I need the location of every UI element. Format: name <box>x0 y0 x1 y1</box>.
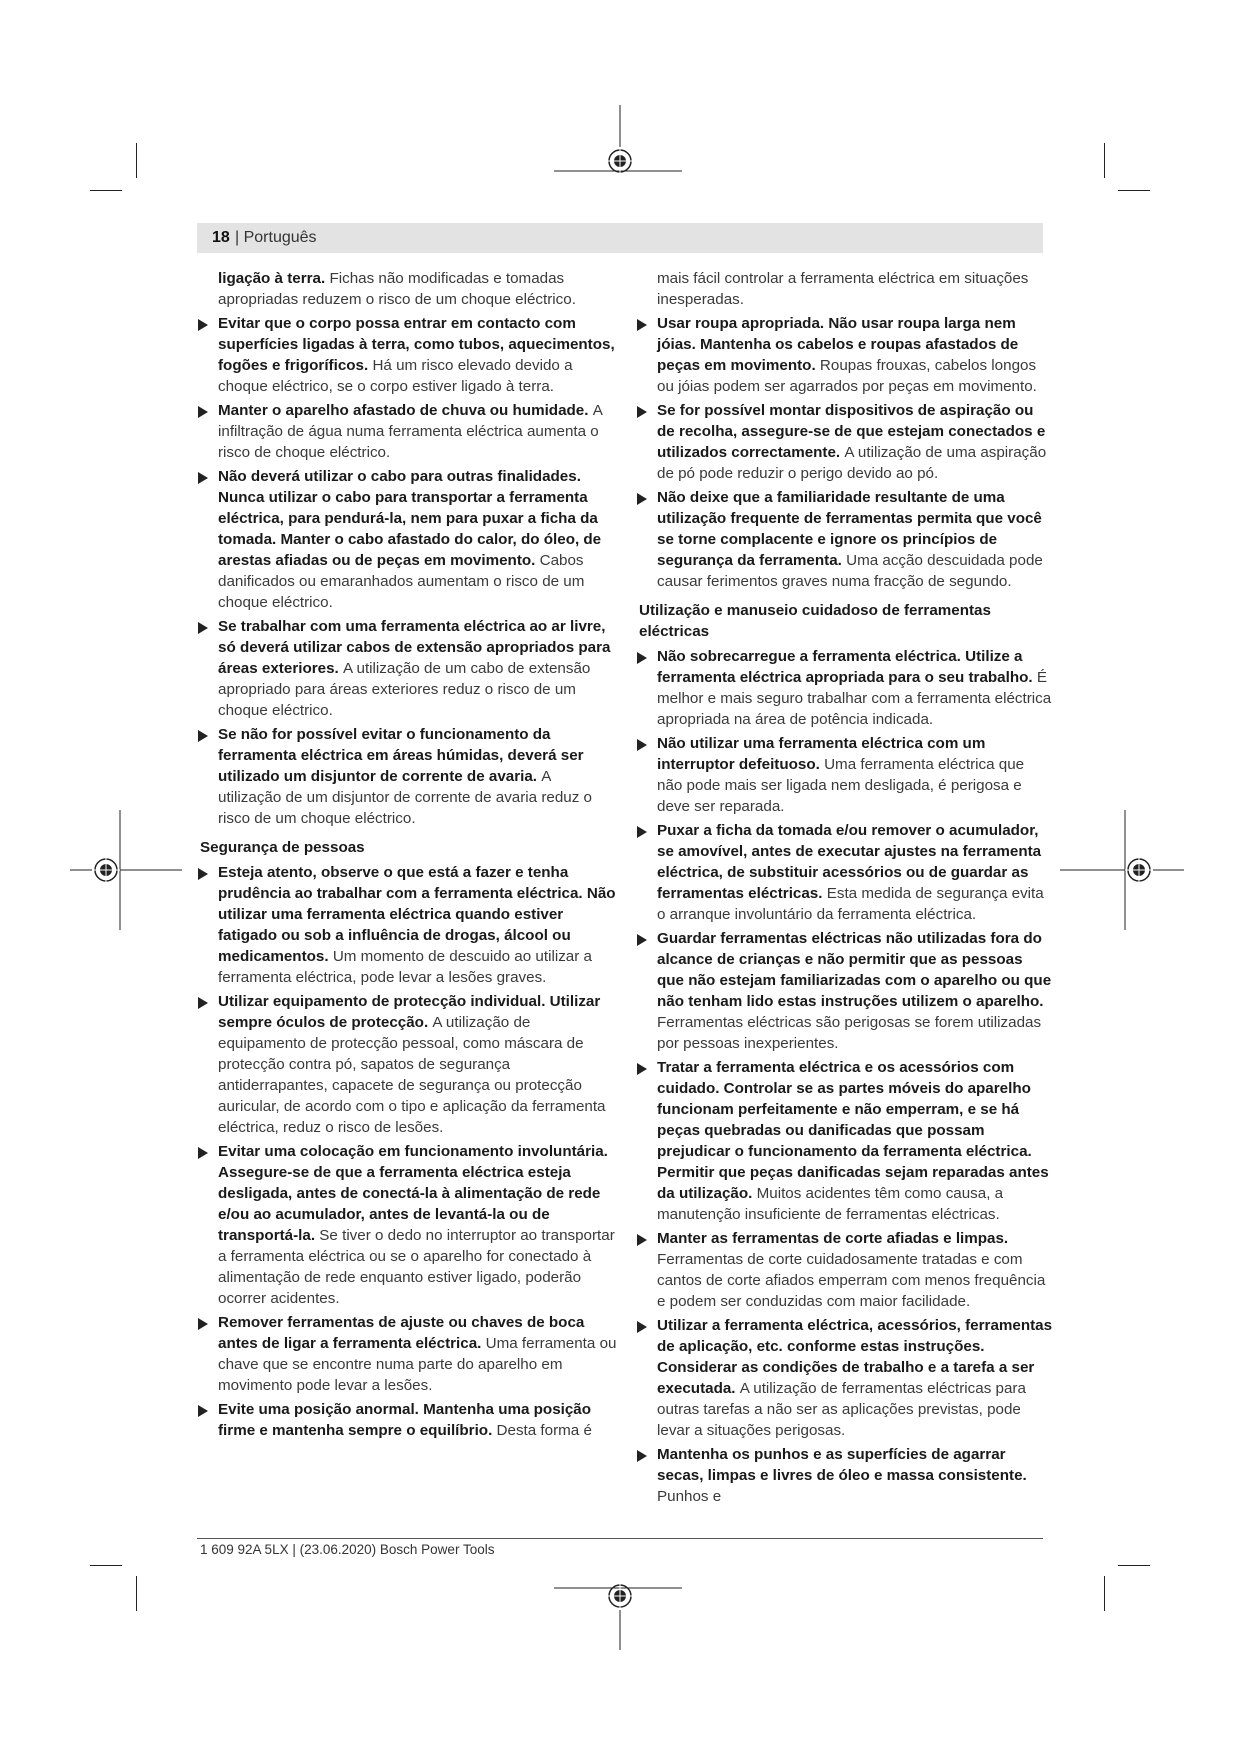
bold-instruction: Puxar a ficha da tomada e/ou remover o acumulador, se amovível, antes de executar ajustes na ferramenta eléctrica, de substituir acessórios ou de guardar as ferramentas eléctricas. <box>657 822 1042 902</box>
crop-mark <box>136 1576 137 1611</box>
bullet-triangle-icon <box>637 406 647 418</box>
explanation-text: A utilização de uma aspiração de pó pode reduzir o perigo devido ao pó. <box>657 444 1047 482</box>
bullet-triangle-icon <box>637 934 647 946</box>
section-heading: Segurança de pessoas <box>200 839 365 856</box>
explanation-text: Uma acção descuidada pode causar ferimentos graves numa fracção de segundo. <box>657 552 1043 590</box>
bullet-item <box>200 991 618 1138</box>
bullet-item <box>639 1057 1053 1225</box>
explanation-text: Desta forma é <box>496 1422 592 1439</box>
right-column <box>639 268 1053 1510</box>
bullet-item <box>639 820 1053 925</box>
bullet-triangle-icon <box>198 730 208 742</box>
bold-instruction: Esteja atento, observe o que está a fazer e tenha prudência ao trabalhar com a ferramenta eléctrica. Não utilizar uma ferramenta eléctrica quando estiver fatigado ou sob a influência de drogas, álcool ou medicamentos. <box>218 864 616 965</box>
bold-instruction: Manter o aparelho afastado de chuva ou humidade. <box>218 402 589 419</box>
bold-instruction: Utilizar equipamento de protecção individual. Utilizar sempre óculos de protecção. <box>218 993 601 1031</box>
bullet-triangle-icon <box>637 826 647 838</box>
explanation-text: Uma ferramenta ou chave que se encontre numa parte do aparelho em movimento pode levar a lesões. <box>218 1335 617 1394</box>
section-heading: Utilização e manuseio cuidadoso de ferramentas eléctricas <box>639 602 991 640</box>
bold-instruction: Se trabalhar com uma ferramenta eléctrica ao ar livre, só deverá utilizar cabos de extensão apropriados para áreas exteriores. <box>218 618 611 677</box>
crop-mark <box>90 1565 122 1566</box>
explanation-text: A utilização de um cabo de extensão apropriado para áreas exteriores reduz o risco de um choque eléctrico. <box>218 660 591 719</box>
explanation-text: Há um risco elevado devido a choque eléctrico, se o corpo estiver ligado à terra. <box>218 357 573 395</box>
explanation-text: Um momento de descuido ao utilizar a ferramenta eléctrica, pode levar a lesões graves. <box>218 948 592 986</box>
header-bar <box>197 223 1043 253</box>
explanation-text: A infiltração de água numa ferramenta eléctrica aumenta o risco de choque eléctrico. <box>218 402 603 461</box>
explanation-text: É melhor e mais seguro trabalhar com a ferramenta eléctrica apropriada na área de potência indicada. <box>657 669 1052 728</box>
bullet-item <box>200 1399 618 1441</box>
crop-mark <box>1104 143 1105 178</box>
bold-instruction: Não deixe que a familiaridade resultante de uma utilização frequente de ferramentas permita que você se torne complacente e ignore os princípios de segurança da ferramenta. <box>657 489 1042 569</box>
bullet-item <box>639 1228 1053 1312</box>
bullet-triangle-icon <box>637 1063 647 1075</box>
explanation-text: A utilização de equipamento de protecção pessoal, como máscara de protecção contra pó, sapatos de segurança antiderrapantes, capacete de segurança ou protecção auricular, de acordo com o tipo e aplicação da ferramenta eléctrica, reduz o risco de lesões. <box>218 1014 606 1136</box>
bold-instruction: Se for possível montar dispositivos de aspiração ou de recolha, assegure-se de que estejam conectados e utilizados correctamente. <box>657 402 1046 461</box>
bullet-item <box>639 1444 1053 1507</box>
bullet-triangle-icon <box>198 1318 208 1330</box>
registration-mark-bottom <box>552 1560 682 1660</box>
bullet-triangle-icon <box>637 493 647 505</box>
bullet-triangle-icon <box>637 1321 647 1333</box>
bullet-triangle-icon <box>198 868 208 880</box>
bullet-triangle-icon <box>198 406 208 418</box>
bullet-triangle-icon <box>198 319 208 331</box>
bold-instruction: Guardar ferramentas eléctricas não utilizadas fora do alcance de crianças e não permitir que as pessoas que não estejam familiarizadas com o aparelho ou que não tenham lido estas instruções utilizem o aparelho. <box>657 930 1052 1010</box>
bold-instruction: Não utilizar uma ferramenta eléctrica com um interruptor defeituoso. <box>657 735 986 773</box>
bullet-triangle-icon <box>198 472 208 484</box>
bullet-item <box>200 466 618 613</box>
bullet-triangle-icon <box>637 1450 647 1462</box>
bold-instruction: Se não for possível evitar o funcionamento da ferramenta eléctrica em áreas húmidas, deverá ser utilizado um disjuntor de corrente de avaria. <box>218 726 584 785</box>
bold-instruction: Evite uma posição anormal. Mantenha uma posição firme e mantenha sempre o equilíbrio. <box>218 1401 592 1439</box>
bold-instruction: Utilizar a ferramenta eléctrica, acessórios, ferramentas de aplicação, etc. conforme estas instruções. Considerar as condições de trabalho e a tarefa a ser executada. <box>657 1317 1053 1397</box>
bullet-item <box>200 1312 618 1396</box>
header-language: | Português <box>235 229 317 246</box>
bullet-triangle-icon <box>637 652 647 664</box>
bold-instruction: Não deverá utilizar o cabo para outras finalidades. Nunca utilizar o cabo para transportar a ferramenta eléctrica, para pendurá-la, nem para puxar a ficha da tomada. Manter o cabo afastado do calor, do óleo, de arestas afiadas ou de peças em movimento. <box>218 468 602 569</box>
bold-instruction: Remover ferramentas de ajuste ou chaves de boca antes de ligar a ferramenta eléctrica. <box>218 1314 585 1352</box>
bullet-triangle-icon <box>637 739 647 751</box>
registration-mark-top <box>552 105 682 205</box>
bold-instruction: Mantenha os punhos e as superfícies de agarrar secas, limpas e livres de óleo e massa consistente. <box>657 1446 1027 1484</box>
explanation-text: Ferramentas de corte cuidadosamente tratadas e com cantos de corte afiados emperram com menos frequência e podem ser conduzidas com maior facilidade. <box>657 1251 1046 1310</box>
explanation-text: mais fácil controlar a ferramenta eléctrica em situações inesperadas. <box>657 270 1029 308</box>
explanation-text: Roupas frouxas, cabelos longos ou jóias podem ser agarrados por peças em movimento. <box>657 357 1037 395</box>
bullet-triangle-icon <box>198 997 208 1009</box>
bold-instruction: ligação à terra. <box>218 270 326 287</box>
bullet-item <box>639 400 1053 484</box>
explanation-text: Uma ferramenta eléctrica que não pode mais ser ligada nem desligada, é perigosa e deve ser reparada. <box>657 756 1025 815</box>
bullet-item <box>200 400 618 463</box>
bullet-item <box>200 616 618 721</box>
left-column <box>200 268 618 1444</box>
crop-mark <box>1118 1565 1150 1566</box>
bullet-triangle-icon <box>198 1147 208 1159</box>
bullet-triangle-icon <box>637 319 647 331</box>
footer-rule <box>197 1538 1043 1539</box>
explanation-text: Ferramentas eléctricas são perigosas se forem utilizadas por pessoas inexperientes. <box>657 1014 1042 1052</box>
explanation-text: Muitos acidentes têm como causa, a manutenção insuficiente de ferramentas eléctricas. <box>657 1185 1004 1223</box>
explanation-text: A utilização de ferramentas eléctricas para outras tarefas a não ser as aplicações previstas, pode levar a situações perigosas. <box>657 1380 1026 1439</box>
page-number: 18 <box>212 229 230 246</box>
bold-instruction: Usar roupa apropriada. Não usar roupa larga nem jóias. Mantenha os cabelos e roupas afastados de peças em movimento. <box>657 315 1019 374</box>
bold-instruction: Evitar que o corpo possa entrar em contacto com superfícies ligadas à terra, como tubos, aquecimentos, fogões e frigoríficos. <box>218 315 615 374</box>
explanation-text: Esta medida de segurança evita o arranque involuntário da ferramenta eléctrica. <box>657 885 1044 923</box>
bold-instruction: Não sobrecarregue a ferramenta eléctrica. Utilize a ferramenta eléctrica apropriada para o seu trabalho. <box>657 648 1033 686</box>
explanation-text: Se tiver o dedo no interruptor ao transportar a ferramenta eléctrica ou se o aparelho for conectado à alimentação de rede enquanto estiver ligado, poderão ocorrer acidentes. <box>218 1227 615 1307</box>
bullet-triangle-icon <box>637 1234 647 1246</box>
registration-mark-left <box>70 810 190 940</box>
bold-instruction: Tratar a ferramenta eléctrica e os acessórios com cuidado. Controlar se as partes móveis do aparelho funcionam perfeitamente e não emperram, e se há peças quebradas ou danificadas que possam prejudicar o funcionamento da ferramenta eléctrica. Permitir que peças danificadas sejam reparadas antes da utilização. <box>657 1059 1049 1202</box>
explanation-text: A utilização de um disjuntor de corrente de avaria reduz o risco de um choque eléctrico. <box>218 768 592 827</box>
explanation-text: Cabos danificados ou emaranhados aumentam o risco de um choque eléctrico. <box>218 552 585 611</box>
bullet-item <box>200 724 618 829</box>
registration-mark-right <box>1060 810 1190 940</box>
bold-instruction: Evitar uma colocação em funcionamento involuntária. Assegure-se de que a ferramenta eléctrica esteja desligada, antes de conectá-la à alimentação de rede e/ou ao acumulador, antes de levantá-la ou de transportá-la. <box>218 1143 608 1244</box>
crop-mark <box>1104 1576 1105 1611</box>
continued-paragraph <box>639 268 1053 310</box>
crop-mark <box>90 190 122 191</box>
bullet-item <box>639 928 1053 1054</box>
explanation-text: Punhos e <box>657 1488 722 1505</box>
bullet-item <box>639 313 1053 397</box>
bullet-item <box>200 1141 618 1309</box>
explanation-text: Fichas não modificadas e tomadas apropriadas reduzem o risco de um choque eléctrico. <box>218 270 576 308</box>
bullet-item <box>639 1315 1053 1441</box>
footer-text: 1 609 92A 5LX | (23.06.2020) Bosch Power Tools <box>200 1542 495 1557</box>
bullet-item <box>200 862 618 988</box>
bullet-triangle-icon <box>198 622 208 634</box>
bullet-item <box>639 487 1053 592</box>
crop-mark <box>1118 190 1150 191</box>
bullet-triangle-icon <box>198 1405 208 1417</box>
bullet-item <box>200 313 618 397</box>
continued-paragraph <box>200 268 618 310</box>
bullet-item <box>639 646 1053 730</box>
crop-mark <box>136 143 137 178</box>
bullet-item <box>639 733 1053 817</box>
bold-instruction: Manter as ferramentas de corte afiadas e limpas. <box>657 1230 1009 1247</box>
